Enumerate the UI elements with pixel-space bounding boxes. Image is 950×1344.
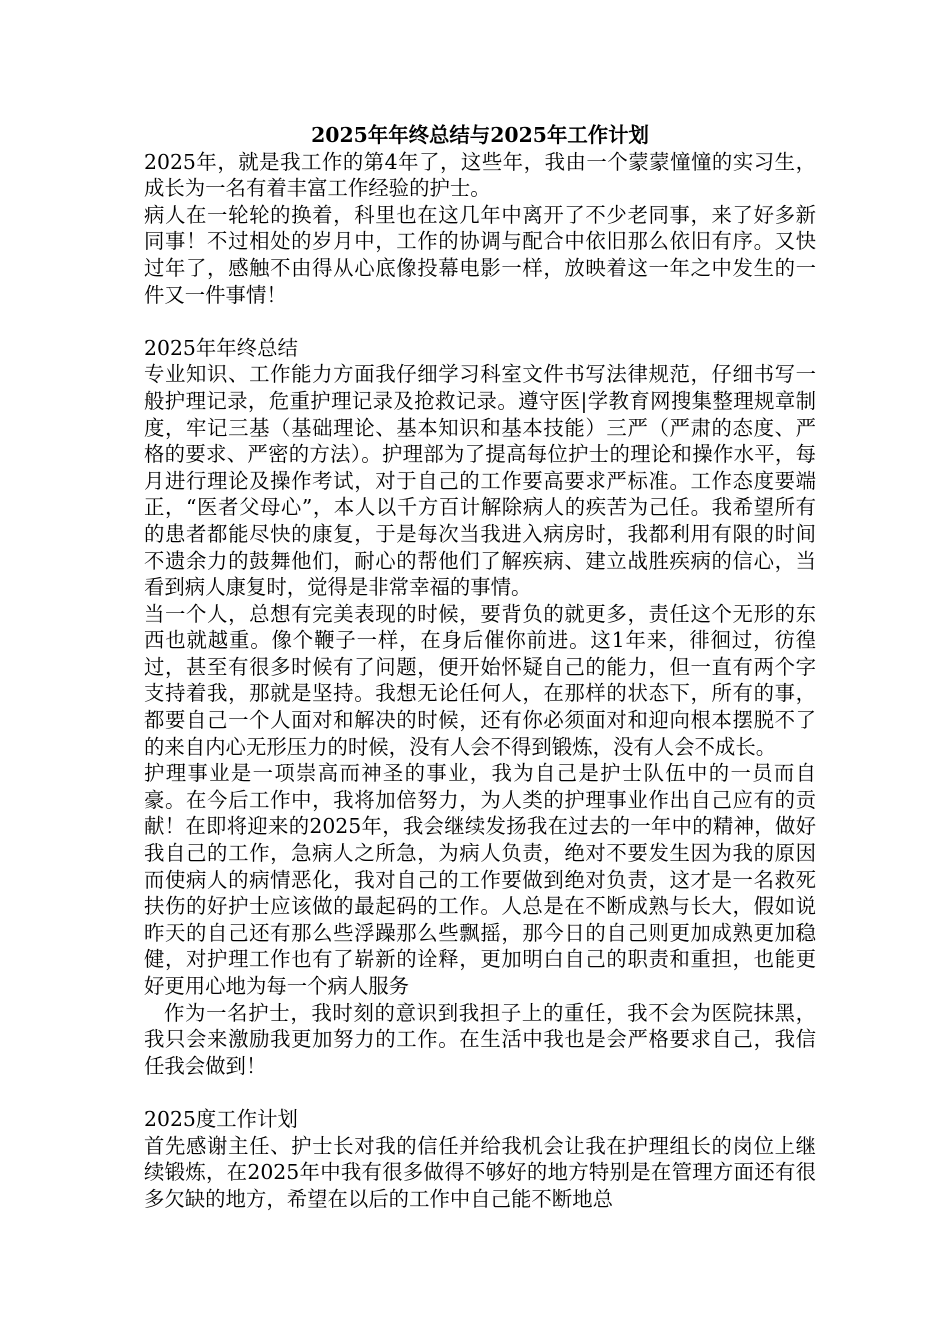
summary-paragraph-3: 护理事业是一项崇高而神圣的事业，我为自己是护士队伍中的一员而自豪。在今后工作中，我将加倍努力，为人类的护理事业作出自己应有的贡献！在即将迎来的2025年，我会继续发扬我在过去的一年中的精神，做好我自己的工作，急病人之所急，为病人负责，绝对不要发生因为我的原因而使病人的病情恶化，我对自己的工作要做到绝对负责，这才是一名救死扶伤的好护士应该做的最起码的工作。人总是在不断成熟与长大，假如说昨天的自己还有那么些浮躁那么些飘摇，那今日的自己则更加成熟更加稳健，对护理工作也有了崭新的诠释，更加明白自己的职责和重担，也能更好更用心地为每一个病人服务 (144, 761, 816, 998)
plan-paragraph-1: 首先感谢主任、护士长对我的信任并给我机会让我在护理组长的岗位上继续锻炼，在2025年中我有很多做得不够好的地方特别是在管理方面还有很多欠缺的地方，希望在以后的工作中自己能不断地总 (144, 1133, 816, 1211)
summary-paragraph-4: 作为一名护士，我时刻的意识到我担子上的重任，我不会为医院抹黑，我只会来激励我更加努力的工作。在生活中我也是会严格要求自己，我信任我会做到！ (144, 1000, 816, 1078)
document-page (144, 122, 816, 1212)
section-heading-plan: 2025度工作计划 (144, 1106, 298, 1131)
document-title: 2025年年终总结与2025年工作计划 (311, 123, 649, 147)
intro-paragraph-2: 病人在一轮轮的换着，科里也在这几年中离开了不少老同事，来了好多新同事！不过相处的岁月中，工作的协调与配合中依旧那么依旧有序。又快过年了，感触不由得从心底像投幕电影一样，放映着这一年之中发生的一件又一件事情！ (144, 202, 816, 307)
intro-paragraph-1: 2025年，就是我工作的第4年了，这些年，我由一个蒙蒙憧憧的实习生，成长为一名有着丰富工作经验的护士。 (144, 149, 816, 201)
summary-paragraph-1: 专业知识、工作能力方面我仔细学习科室文件书写法律规范，仔细书写一般护理记录，危重护理记录及抢救记录。遵守医|学教育网搜集整理规章制度，牢记三基（基础理论、基本知识和基本技能）三严（严肃的态度、严格的要求、严密的方法）。护理部为了提高每位护士的理论和操作水平，每月进行理论及操作考试，对于自己的工作要高要求严标准。工作态度要端正，“医者父母心”，本人以千方百计解除病人的疾苦为己任。我希望所有的患者都能尽快的康复，于是每次当我进入病房时，我都利用有限的时间不遗余力的鼓舞他们，耐心的帮他们了解疾病、建立战胜疾病的信心，当看到病人康复时，觉得是非常幸福的事情。 (144, 362, 816, 600)
section-heading-summary: 2025年年终总结 (144, 335, 298, 360)
blank-line (144, 1079, 816, 1106)
summary-paragraph-2: 当一个人，总想有完美表现的时候，要背负的就更多，责任这个无形的东西也就越重。像个鞭子一样，在身后催你前进。这1年来，徘徊过，彷徨过，甚至有很多时候有了问题，便开始怀疑自己的能力，但一直有两个字支持着我，那就是坚持。我想无论任何人，在那样的状态下，所有的事，都要自己一个人面对和解决的时候，还有你必须面对和迎向根本摆脱不了的来自内心无形压力的时候，没有人会不得到锻炼，没有人会不成长。 (144, 601, 816, 759)
blank-line (144, 308, 816, 335)
